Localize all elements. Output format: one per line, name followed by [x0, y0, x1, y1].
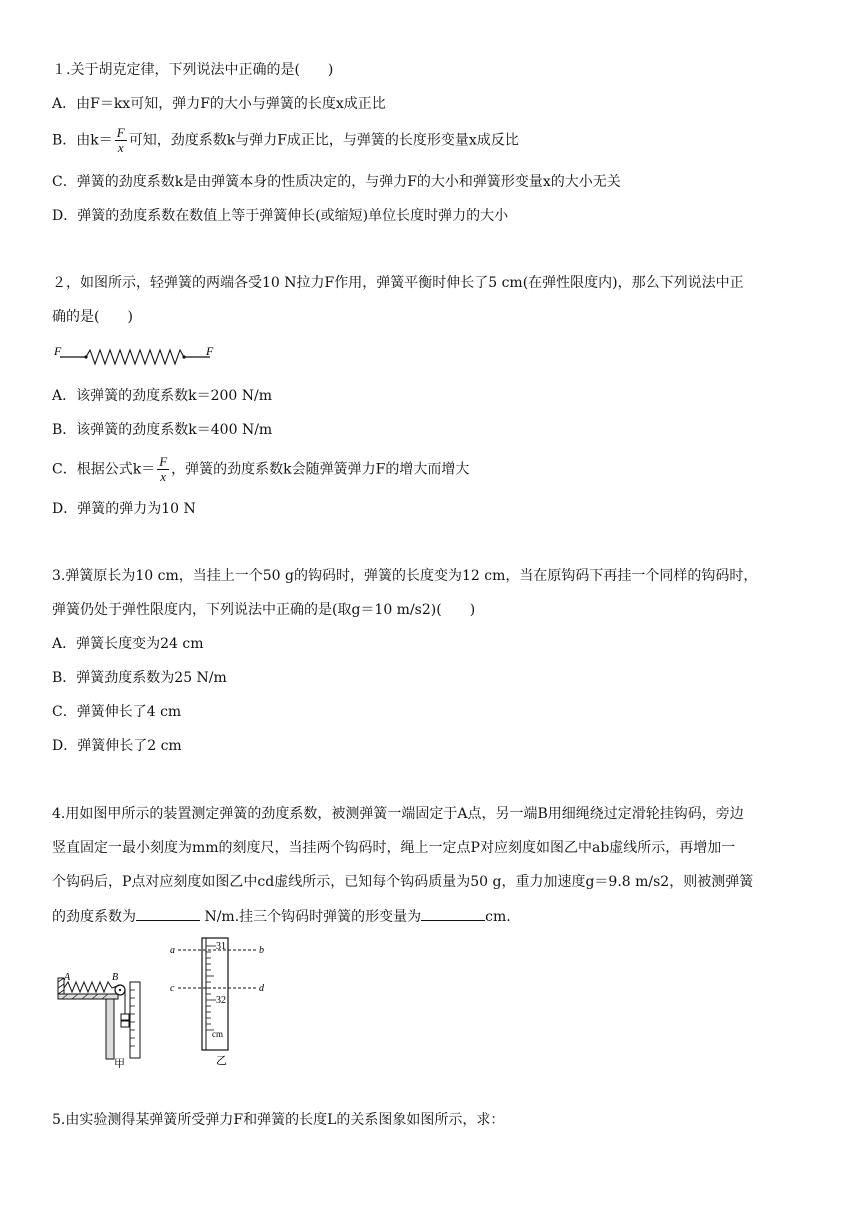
q3-stem-line1: 3.弹簧原长为10 cm，当挂上一个50 g的钩码时，弹簧的长度变为12 cm，当在原钩码下再挂一个同样的钩码时， — [52, 568, 758, 584]
q4-line4-part2: N/m.挂三个钩码时弹簧的形变量为 — [200, 909, 422, 925]
q1-option-b-pre: B．由k＝ — [52, 132, 113, 149]
q4-fig-label-yi: 乙 — [216, 1055, 227, 1067]
q2-fig-right-label: F — [206, 344, 214, 358]
q4-line4-part1: 的劲度系数为 — [52, 909, 136, 925]
q4-answer-blank-1 — [136, 906, 200, 921]
q3-option-a: A．弹簧长度变为24 cm — [52, 636, 204, 652]
q1-option-b — [52, 126, 519, 155]
q4-fig-tick-32: 32 — [216, 995, 226, 1006]
q4-line2: 竖直固定一最小刻度为mm的刻度尺，当挂两个钩码时，绳上一定点P对应刻度如图乙中ab虚线所示，再增加一 — [52, 840, 736, 856]
q4-fig-label-c: c — [170, 983, 175, 994]
q3-stem-line2: 弹簧仍处于弹性限度内，下列说法中正确的是(取g＝10 m/s2)( ) — [52, 602, 476, 618]
q4-figure-yi — [164, 936, 274, 1068]
q4-fig-label-jia: 甲 — [114, 1058, 125, 1068]
q1-frac-num: F — [116, 125, 125, 140]
q4-fig-label-b: b — [259, 945, 264, 956]
q4-figure-jia — [54, 968, 164, 1068]
q1-option-a: A．由F＝kx可知，弹力F的大小与弹簧的长度x成正比 — [52, 96, 386, 112]
q2-option-c-pre: C．根据公式k＝ — [52, 461, 156, 478]
q2-stem-line2: 确的是( ) — [52, 309, 133, 325]
q4-fig-label-A: A — [64, 972, 71, 983]
q1-option-d: D．弹簧的劲度系数在数值上等于弹簧伸长(或缩短)单位长度时弹力的大小 — [52, 208, 509, 224]
q4-fig-label-a: a — [170, 945, 175, 956]
q1-option-c: C．弹簧的劲度系数k是由弹簧本身的性质决定的，与弹力F的大小和弹簧形变量x的大小无关 — [52, 174, 621, 190]
q2-stem-line1: ２，如图所示，轻弹簧的两端各受10 N拉力F作用，弹簧平衡时伸长了5 cm(在弹性限度内)，那么下列说法中正 — [52, 275, 744, 291]
q4-fig-tick-31: 31 — [216, 941, 226, 952]
q4-fig-label-B: B — [112, 972, 119, 983]
q4-line4-part3: cm. — [485, 909, 511, 925]
q2-frac-den: x — [160, 469, 167, 484]
q1-fraction — [115, 126, 127, 155]
q2-spring-figure — [52, 342, 222, 366]
q2-fig-left-label: F — [54, 344, 62, 358]
q2-frac-num: F — [159, 454, 168, 469]
q2-option-c — [52, 455, 469, 484]
q4-fig-label-d: d — [259, 983, 264, 994]
q3-option-c: C．弹簧伸长了4 cm — [52, 704, 182, 720]
q2-option-c-post: ，弹簧的劲度系数k会随弹簧弹力F的增大而增大 — [171, 461, 470, 478]
q2-option-b: B．该弹簧的劲度系数k＝400 N/m — [52, 422, 273, 438]
q3-option-b: B．弹簧劲度系数为25 N/m — [52, 670, 227, 686]
q4-line1: 4.用如图甲所示的装置测定弹簧的劲度系数，被测弹簧一端固定于A点，另一端B用细绳绕过定滑轮挂钩码，旁边 — [52, 806, 744, 822]
q2-fraction — [157, 455, 169, 484]
q2-option-d: D．弹簧的弹力为10 N — [52, 501, 196, 517]
q5-stem: 5.由实验测得某弹簧所受弹力F和弹簧的长度L的关系图象如图所示，求： — [52, 1112, 505, 1128]
q1-frac-den: x — [117, 140, 124, 155]
q4-line4 — [52, 906, 511, 927]
q4-fig-unit: cm — [212, 1029, 223, 1039]
q3-option-d: D．弹簧伸长了2 cm — [52, 738, 182, 754]
q2-option-a: A．该弹簧的劲度系数k＝200 N/m — [52, 388, 273, 404]
q1-option-b-post: 可知，劲度系数k与弹力F成正比，与弹簧的长度形变量x成反比 — [128, 132, 519, 149]
q1-stem: １.关于胡克定律，下列说法中正确的是( ) — [52, 62, 334, 78]
q4-answer-blank-2 — [421, 906, 485, 921]
q4-line3: 个钩码后，P点对应刻度如图乙中cd虚线所示，已知每个钩码质量为50 g，重力加速度g＝9.8 m/s2，则被测弹簧 — [52, 874, 754, 890]
